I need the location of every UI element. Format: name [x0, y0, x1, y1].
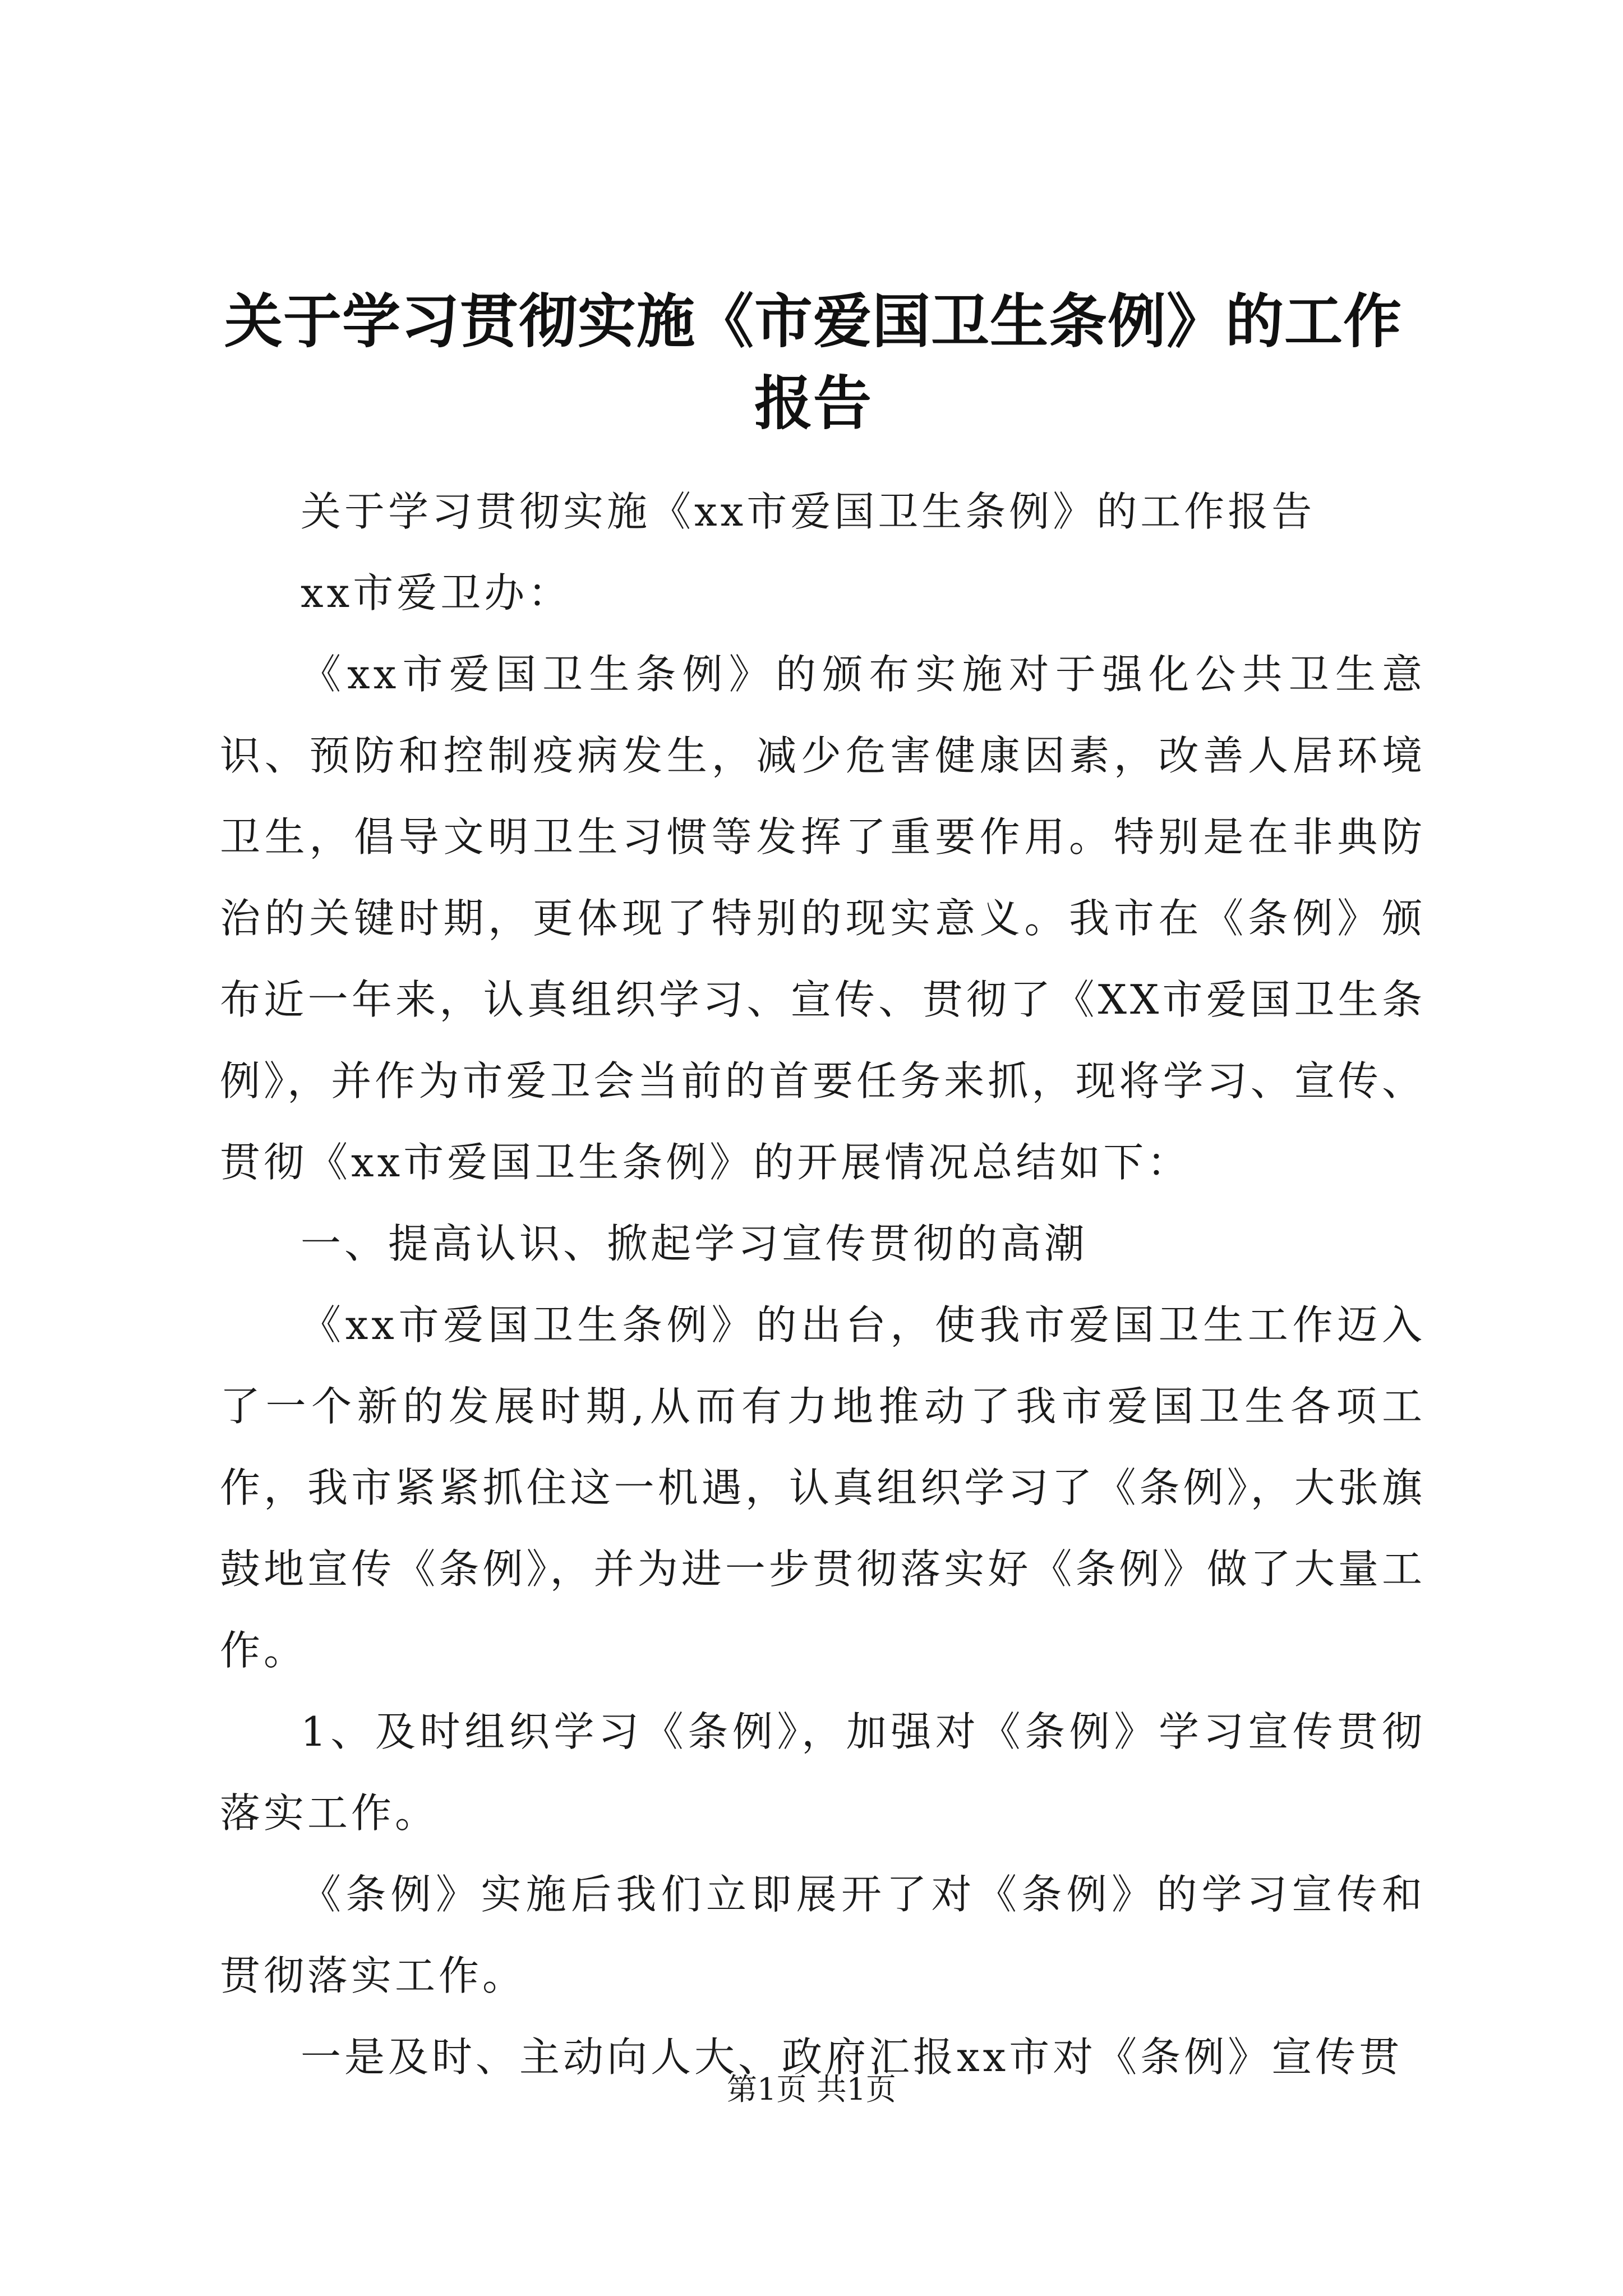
document-body	[220, 471, 1426, 2098]
paragraph-subtitle: 关于学习贯彻实施《xx市爱国卫生条例》的工作报告	[301, 488, 1316, 535]
title-line-2: 报告	[754, 369, 872, 438]
subsection-heading-1: 1、及时组织学习《条例》，加强对《条例》学习宣传贯彻落实工作。	[220, 1708, 1426, 1837]
paragraph-section-1: 《xx市爱国卫生条例》的出台，使我市爱国卫生工作迈入了一个新的发展时期,从而有力地推动了我市爱国卫生各项工作，我市紧紧抓住这一机遇，认真组织学习了《条例》，大张旗鼓地宣传《条例》，并为进一步贯彻落实好《条例》做了大量工作。	[220, 1301, 1426, 1674]
document-title	[185, 280, 1441, 444]
section-heading-1: 一、提高认识、掀起学习宣传贯彻的高潮	[301, 1220, 1089, 1267]
paragraph-intro: 《xx市爱国卫生条例》的颁布实施对于强化公共卫生意识、预防和控制疫病发生，减少危害健康因素，改善人居环境卫生，倡导文明卫生习惯等发挥了重要作用。特别是在非典防治的关键时期，更体现了特别的现实意义。我市在《条例》颁布近一年来，认真组织学习、宣传、贯彻了《XX市爱国卫生条例》，并作为市爱卫会当前的首要任务来抓，现将学习、宣传、贯彻《xx市爱国卫生条例》的开展情况总结如下：	[220, 651, 1426, 1186]
paragraph-subsection-1: 《条例》实施后我们立即展开了对《条例》的学习宣传和贯彻落实工作。	[220, 1871, 1426, 1999]
title-line-1: 关于学习贯彻实施《市爱国卫生条例》的工作	[224, 287, 1402, 356]
paragraph-point-1: 一是及时、主动向人大、政府汇报xx市对《条例》宣传贯	[301, 2033, 1403, 2081]
page-footer: 第1页 共1页	[727, 2072, 896, 2107]
paragraph-addressee: xx市爱卫办：	[301, 569, 572, 616]
